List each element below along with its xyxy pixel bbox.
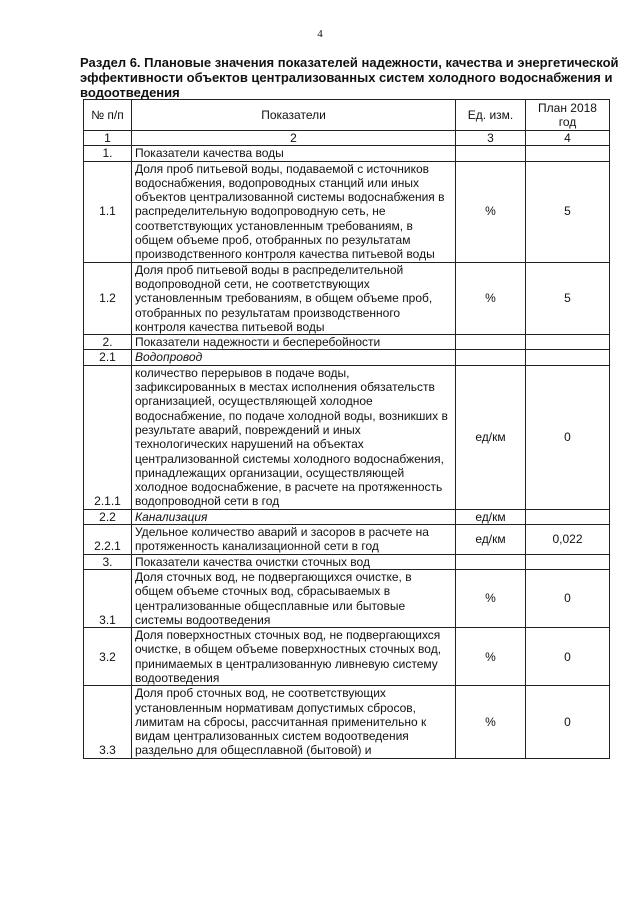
table-row — [84, 161, 610, 262]
row-number: 2. — [84, 335, 132, 350]
row-unit: % — [456, 686, 526, 758]
row-plan-value — [526, 554, 610, 569]
row-indicator-text: Показатели качества воды — [132, 146, 456, 161]
row-indicator-text: Канализация — [132, 509, 456, 524]
table-row — [84, 554, 610, 569]
column-numbers-row — [84, 131, 610, 146]
row-unit: ед/км — [456, 365, 526, 509]
column-number-4: 4 — [526, 131, 610, 146]
plan-indicators-table — [83, 99, 610, 759]
row-plan-value: 5 — [526, 161, 610, 262]
header-num: № п/п — [84, 100, 132, 131]
row-unit: % — [456, 262, 526, 334]
row-unit: % — [456, 161, 526, 262]
row-unit: ед/км — [456, 509, 526, 524]
row-indicator-text: Доля проб питьевой воды в распределительной водопроводной сети, не соответствующих установленным требованиям, в общем объеме проб, отобранных по результатам производственного контроля качества питьевой воды — [132, 262, 456, 334]
row-number: 3. — [84, 554, 132, 569]
row-unit — [456, 350, 526, 365]
row-indicator-text: Доля проб питьевой воды, подаваемой с источников водоснабжения, водопроводных станций или иных объектов централизованной системы водоснабжения в распределительную водопроводную сеть, не соответствующих установленным требованиям, в общем объеме проб, отобранных по результатам производственного контроля качества питьевой воды — [132, 161, 456, 262]
row-number: 3.3 — [84, 686, 132, 758]
table-row — [84, 569, 610, 627]
row-plan-value: 0 — [526, 686, 610, 758]
row-number: 2.1.1 — [84, 365, 132, 509]
row-plan-value: 0 — [526, 628, 610, 686]
row-unit: ед/км — [456, 525, 526, 555]
row-plan-value: 0 — [526, 569, 610, 627]
row-number: 1.2 — [84, 262, 132, 334]
table-row — [84, 686, 610, 758]
table-row — [84, 509, 610, 524]
row-number: 3.1 — [84, 569, 132, 627]
row-plan-value: 0,022 — [526, 525, 610, 555]
page-number: 4 — [317, 28, 323, 40]
row-plan-value — [526, 350, 610, 365]
column-number-3: 3 — [456, 131, 526, 146]
table-row — [84, 365, 610, 509]
header-unit: Ед. изм. — [456, 100, 526, 131]
row-indicator-text: Доля сточных вод, не подвергающихся очистке, в общем объеме сточных вод, сбрасываемых в централизованные общесплавные или бытовые системы водоотведения — [132, 569, 456, 627]
row-unit: % — [456, 569, 526, 627]
column-number-1: 1 — [84, 131, 132, 146]
row-indicator-text: Доля поверхностных сточных вод, не подвергающихся очистке, в общем объеме поверхностных сточных вод, принимаемых в централизованную ливневую систему водоотведения — [132, 628, 456, 686]
row-plan-value: 5 — [526, 262, 610, 334]
row-number: 2.2.1 — [84, 525, 132, 555]
table-row — [84, 146, 610, 161]
table-row — [84, 262, 610, 334]
row-indicator-text: Показатели надежности и бесперебойности — [132, 335, 456, 350]
table-row — [84, 350, 610, 365]
row-unit — [456, 554, 526, 569]
row-unit: % — [456, 628, 526, 686]
row-unit — [456, 146, 526, 161]
table-row — [84, 628, 610, 686]
header-indicator: Показатели — [132, 100, 456, 131]
row-indicator-text: количество перерывов в подаче воды, зафиксированных в местах исполнения обязательств организацией, осуществляющей холодное водоснабжение, по подаче холодной воды, возникших в результате аварий, повреждений и иных технологических нарушений на объектах централизованной системы холодного водоснабжения, принадлежащих организации, осуществляющей холодное водоснабжение, в расчете на протяженность водопроводной сети в год — [132, 365, 456, 509]
row-number: 3.2 — [84, 628, 132, 686]
section-title: Раздел 6. Плановые значения показателей надежности, качества и энергетической эффективности объектов централизованных систем холодного водоснабжения и водоотведения — [80, 55, 619, 100]
row-plan-value: 0 — [526, 365, 610, 509]
row-number: 1. — [84, 146, 132, 161]
table-row — [84, 335, 610, 350]
row-indicator-text: Водопровод — [132, 350, 456, 365]
row-plan-value — [526, 509, 610, 524]
table-row — [84, 525, 610, 555]
row-indicator-text: Показатели качества очистки сточных вод — [132, 554, 456, 569]
column-number-2: 2 — [132, 131, 456, 146]
table-header-row — [84, 100, 610, 131]
row-number: 2.2 — [84, 509, 132, 524]
row-number: 2.1 — [84, 350, 132, 365]
row-indicator-text: Доля проб сточных вод, не соответствующих установленным нормативам допустимых сбросов, лимитам на сбросы, рассчитанная применительно к видам централизованных систем водоотведения раздельно для общесплавной (бытовой) и — [132, 686, 456, 758]
row-number: 1.1 — [84, 161, 132, 262]
header-plan: План 2018 год — [526, 100, 610, 131]
table-body — [84, 100, 610, 759]
row-indicator-text: Удельное количество аварий и засоров в расчете на протяженность канализационной сети в год — [132, 525, 456, 555]
row-unit — [456, 335, 526, 350]
row-plan-value — [526, 146, 610, 161]
row-plan-value — [526, 335, 610, 350]
